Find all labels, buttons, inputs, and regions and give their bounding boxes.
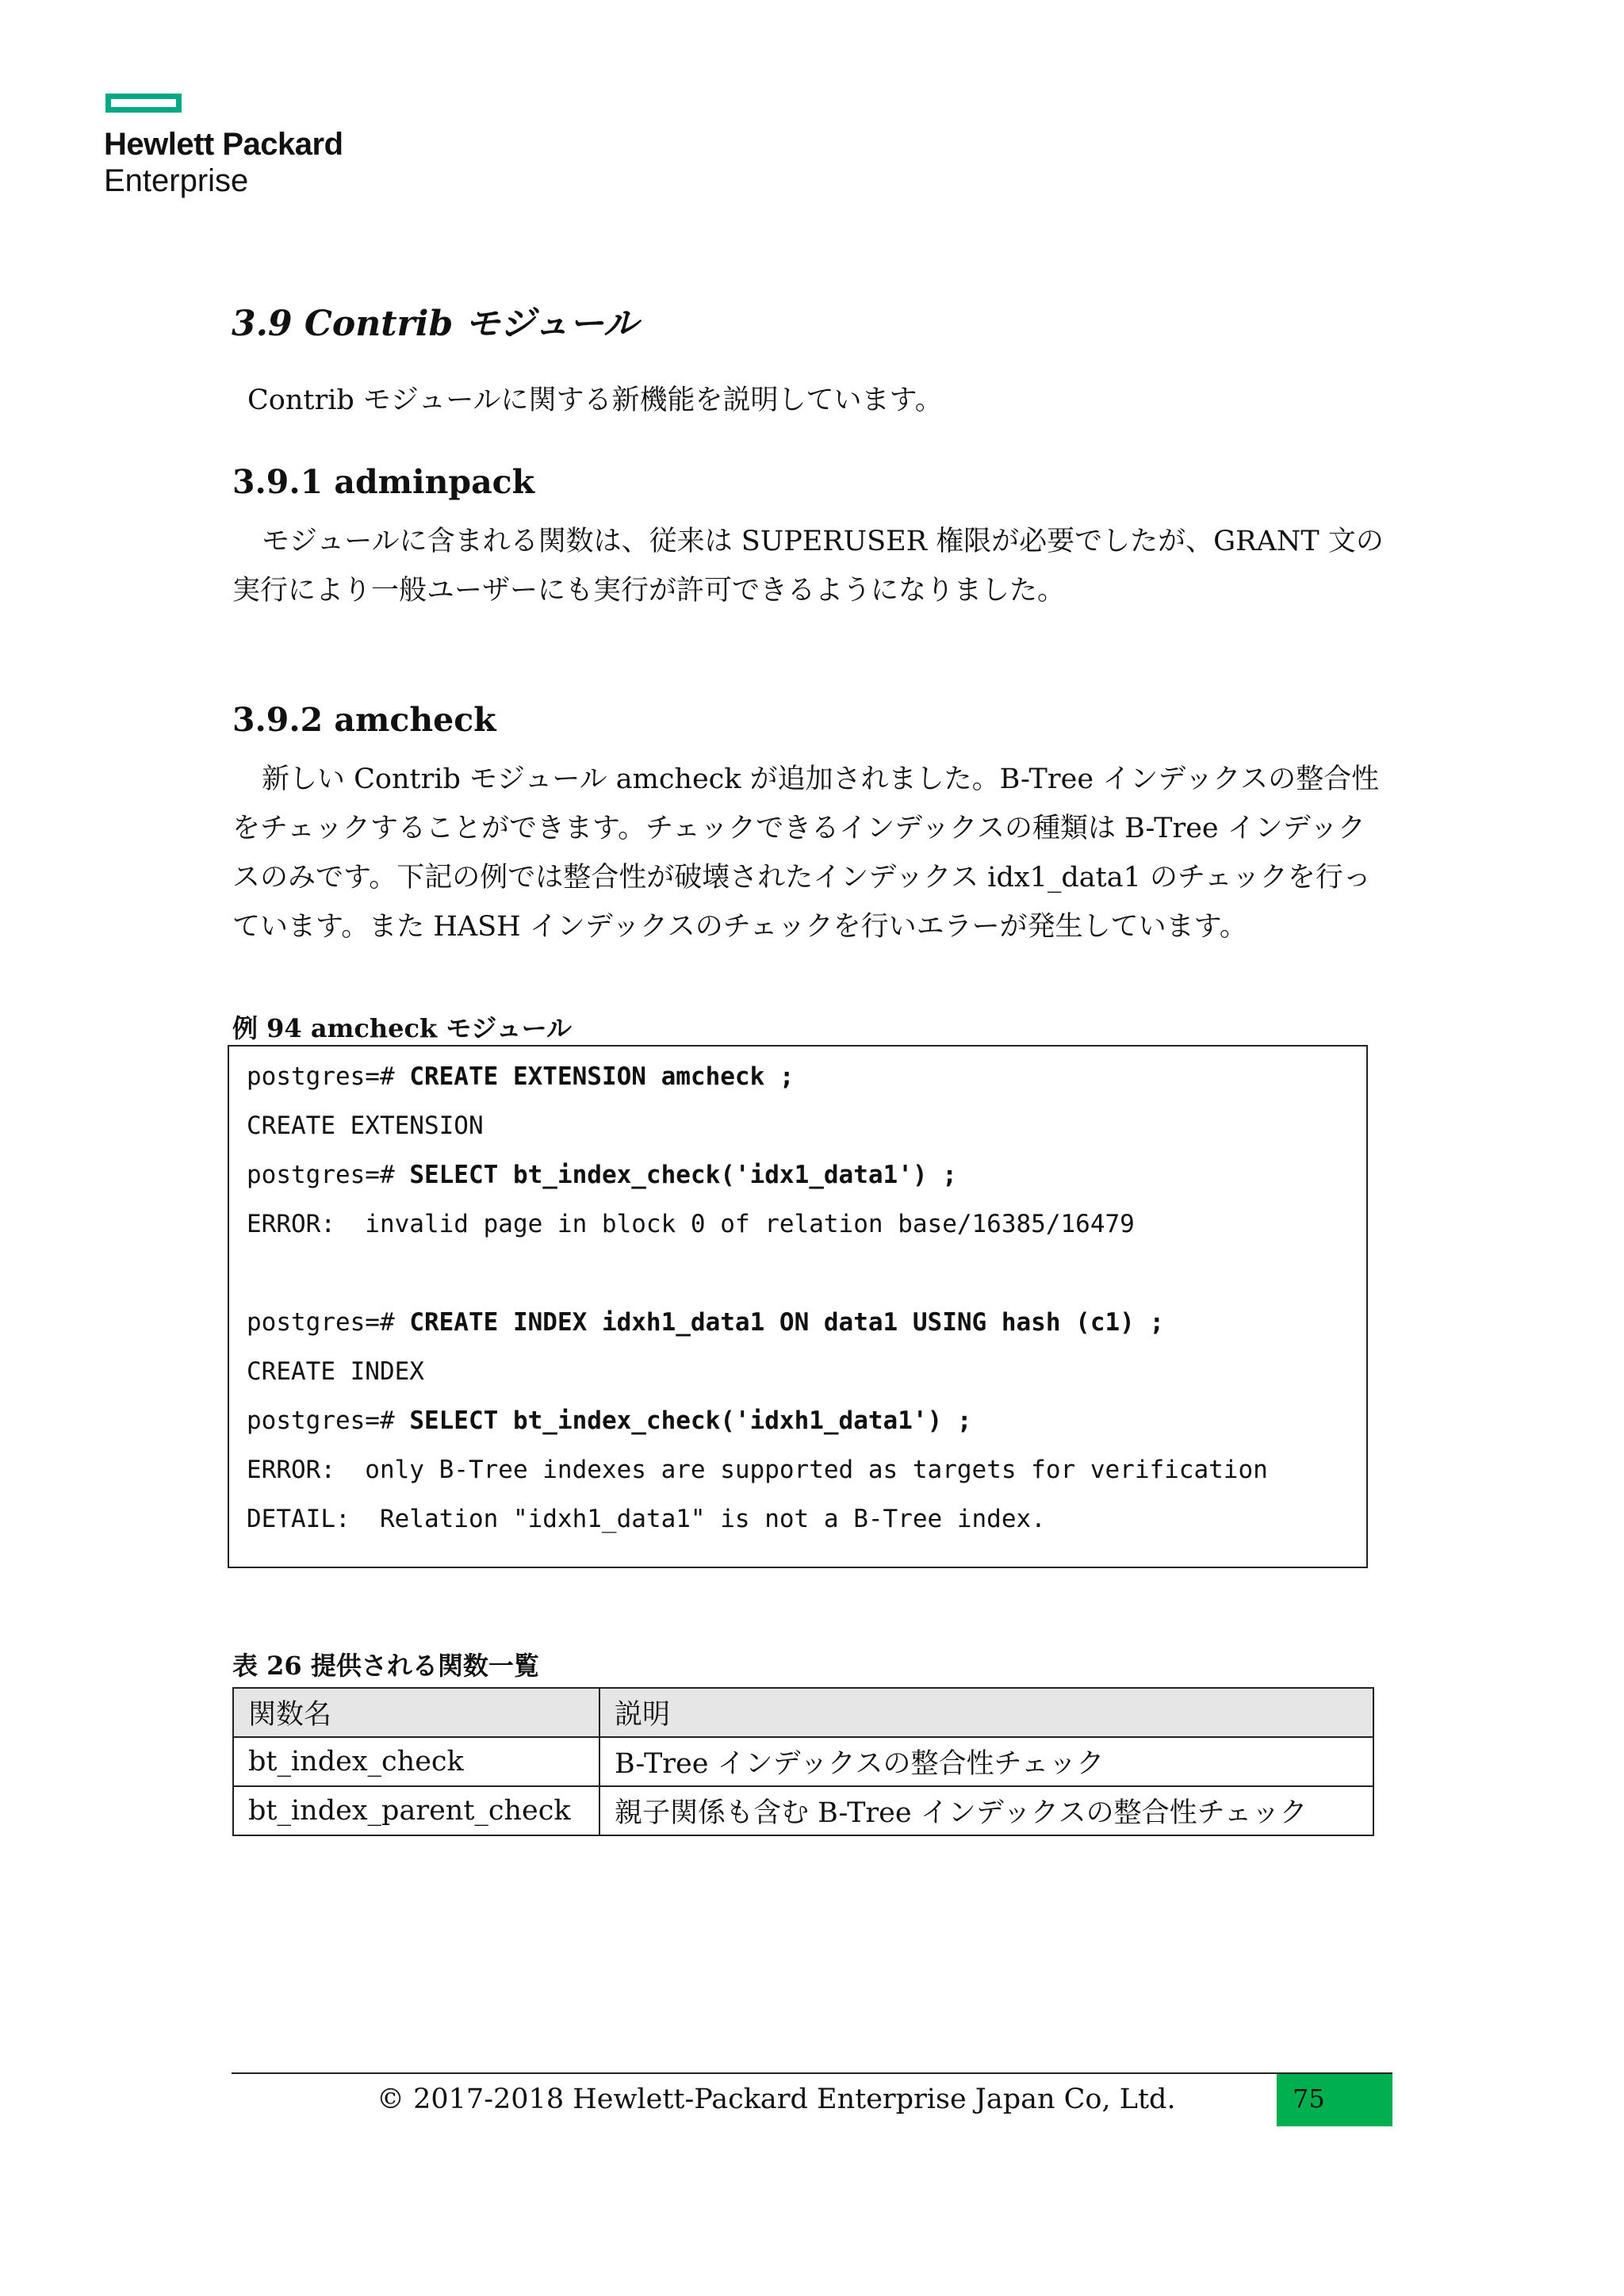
adminpack-title: 3.9.1 adminpack	[232, 463, 535, 501]
code-line: ERROR: invalid page in block 0 of relation base/16385/16479	[247, 1210, 1135, 1238]
code-line: postgres=# SELECT bt_index_check('idxh1_data1') ;	[247, 1406, 972, 1435]
code-line: DETAIL: Relation "idxh1_data1" is not a B-Tree index.	[247, 1505, 1046, 1533]
function-table	[232, 1687, 1374, 1836]
table-header-row	[233, 1688, 1373, 1737]
code-line: postgres=# CREATE EXTENSION amcheck ;	[247, 1062, 795, 1091]
table-cell: bt_index_parent_check	[233, 1786, 599, 1835]
code-example-box	[228, 1045, 1368, 1568]
logo-text-line2: Enterprise	[104, 163, 249, 198]
table-row	[233, 1737, 1373, 1786]
amcheck-line-2: をチェックすることができます。チェックできるインデックスの種類は B-Tree インデック	[232, 813, 1366, 844]
table-cell: 親子関係も含む B-Tree インデックスの整合性チェック	[599, 1786, 1373, 1835]
table-row	[233, 1786, 1373, 1835]
code-line: postgres=# SELECT bt_index_check('idx1_data1') ;	[247, 1161, 957, 1189]
amcheck-line-3: スのみです。下記の例では整合性が破壊されたインデックス idx1_data1 のチェックを行っ	[232, 862, 1371, 894]
amcheck-line-1: 新しい Contrib モジュール amcheck が追加されました。B-Tree インデックスの整合性	[262, 763, 1380, 795]
table-cell: bt_index_check	[233, 1737, 599, 1786]
table-header-cell: 説明	[599, 1688, 1373, 1737]
example-caption: 例 94 amcheck モジュール	[232, 1013, 573, 1043]
amcheck-title: 3.9.2 amcheck	[232, 701, 496, 739]
section-title: 3.9 Contrib モジュール	[232, 304, 638, 344]
code-line: ERROR: only B-Tree indexes are supported as targets for verification	[247, 1456, 1268, 1484]
table-header-cell: 関数名	[233, 1688, 599, 1737]
page-number: 75	[1277, 2074, 1392, 2126]
adminpack-line-2: 実行により一般ユーザーにも実行が許可できるようになりました。	[232, 575, 1066, 607]
code-line: CREATE INDEX	[247, 1357, 424, 1386]
section-intro: Contrib モジュールに関する新機能を説明しています。	[247, 385, 943, 416]
code-line: postgres=# CREATE INDEX idxh1_data1 ON data1 USING hash (c1) ;	[247, 1308, 1165, 1337]
logo-text-line1: Hewlett Packard	[104, 127, 343, 162]
code-line: CREATE EXTENSION	[247, 1112, 484, 1140]
table-caption: 表 26 提供される関数一覧	[232, 1651, 539, 1681]
table-cell: B-Tree インデックスの整合性チェック	[599, 1737, 1373, 1786]
footer-divider	[232, 2072, 1392, 2074]
adminpack-line-1: モジュールに含まれる関数は、従来は SUPERUSER 権限が必要でしたが、GRANT 文の	[262, 526, 1384, 557]
hpe-logo-bar	[105, 94, 182, 113]
amcheck-line-4: ています。また HASH インデックスのチェックを行いエラーが発生しています。	[232, 911, 1247, 943]
footer-copyright: © 2017-2018 Hewlett-Packard Enterprise Japan Co, Ltd.	[377, 2084, 1176, 2115]
